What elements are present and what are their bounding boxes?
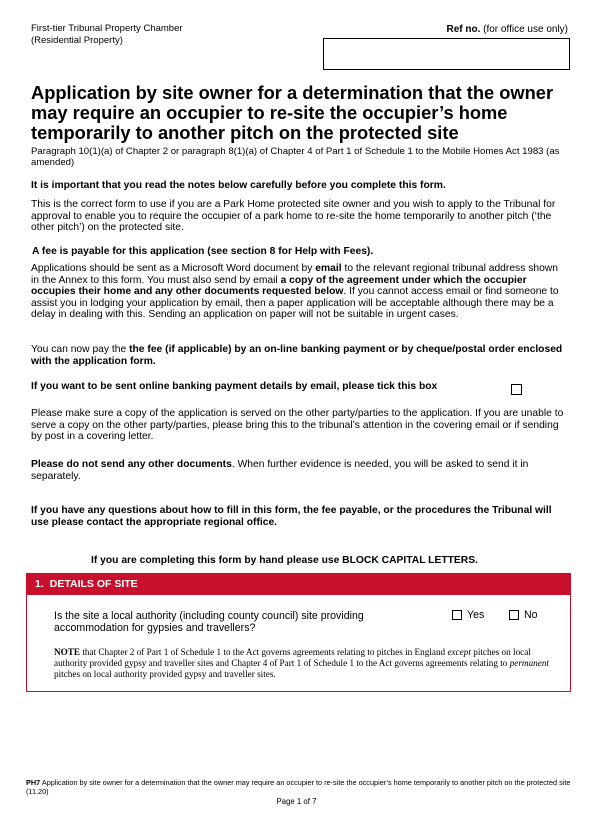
fee-notice: A fee is payable for this application (see section 8 for Help with Fees).	[32, 246, 374, 257]
form-title: Application by site owner for a determination that the owner may require an occupier to re-site the occupier’s home temporarily to another pitch on the protected site	[31, 82, 554, 143]
ref-label-text: Ref no.	[446, 24, 481, 35]
yes-label: Yes	[467, 609, 485, 621]
submission-email: email	[315, 263, 342, 274]
note-permanent: permanent	[509, 658, 549, 668]
section-details-of-site	[26, 573, 571, 692]
note-except: except	[447, 647, 471, 657]
note-text-a: that Chapter 2 of Part 1 of Schedule 1 to the Act governs agreements relating to pitches in England	[80, 647, 448, 657]
important-notice: It is important that you read the notes below carefully before you complete this form.	[31, 180, 446, 191]
payment-text-a: You can now pay the	[31, 344, 130, 355]
questions-paragraph: If you have any questions about how to fill in this form, the fee payable, or the procedures the Tribunal will use please contact the appropriate regional office.	[31, 505, 552, 528]
online-banking-question: If you want to be sent online banking payment details by email, please tick this box	[31, 381, 438, 392]
site-question: Is the site a local authority (including county council) site providing accommodation for gypsies and travellers?	[54, 610, 364, 634]
section-note	[54, 647, 564, 680]
submission-agreement: a copy of the agreement under which the occupier occupies their home and any other documents requested below	[31, 274, 527, 298]
org-line-2: (Residential Property)	[31, 35, 123, 46]
documents-paragraph	[31, 459, 566, 482]
footer-code: PH7	[26, 778, 41, 787]
note-label: NOTE	[54, 647, 81, 657]
service-paragraph: Please make sure a copy of the application is served on the other party/parties to the application. If you are unable to serve a copy on the other party/parties, please bring this to the tribunal’s attention in the covering email or if sending by post in a covering letter.	[31, 408, 564, 443]
block-capitals-notice: If you are completing this form by hand please use BLOCK CAPITAL LETTERS.	[91, 555, 478, 566]
footer-form-code	[26, 778, 571, 796]
footer-text: Application by site owner for a determination that the owner may require an occupier to re-site the occupier’s home temporarily to another pitch on the protected site (11.20)	[26, 778, 571, 796]
submission-text-a: Applications should be sent as a Microsoft Word document by	[31, 263, 316, 274]
no-label: No	[524, 609, 538, 621]
option-no[interactable]	[509, 609, 538, 621]
payment-paragraph	[31, 344, 566, 367]
section-number: 1.	[35, 578, 44, 590]
ref-label	[360, 24, 568, 35]
section-title: DETAILS OF SITE	[49, 578, 138, 590]
submission-text-e: . If you cannot access email or find someone to assist you in lodging your application by email, then a paper application will be acceptable although there may be a delay in dealing with this. Sending an application on paper will not be suitable in urgent cases.	[31, 286, 559, 321]
form-subtitle: Paragraph 10(1)(a) of Chapter 2 or paragraph 8(1)(a) of Chapter 4 of Part 1 of Schedule 1 to the Mobile Homes Act 1983 (as amended)	[31, 146, 560, 168]
no-checkbox[interactable]	[509, 610, 519, 620]
option-yes[interactable]	[452, 609, 484, 621]
documents-text: . When further evidence is needed, you will be asked to send it in separately.	[31, 459, 529, 482]
yes-checkbox[interactable]	[452, 610, 462, 620]
ref-no-field[interactable]	[323, 38, 570, 70]
documents-warning: Please do not send any other documents	[31, 459, 232, 470]
note-text-c: pitches on local authority provided gypsy and traveller sites and Chapter 4 of Part 1 of Schedule 1 to the Act governs agreements relating to	[54, 647, 531, 668]
note-text-e: pitches on local authority provided gypsy and traveller sites.	[54, 669, 276, 679]
online-banking-checkbox[interactable]	[511, 381, 522, 399]
org-line-1: First-tier Tribunal Property Chamber	[31, 23, 183, 34]
payment-text-b: the fee (if applicable) by an on-line banking payment or by cheque/postal order enclosed with the application form.	[31, 344, 563, 367]
section-header	[27, 574, 570, 595]
submission-paragraph	[31, 263, 566, 321]
organisation-name	[31, 23, 183, 47]
intro-paragraph: This is the correct form to use if you are a Park Home protected site owner and you wish to apply to the Tribunal for approval to enable you to require the occupier of a park home to re-site the home temporarily to another pitch (‘the other pitch’) on the protected site.	[31, 199, 556, 234]
ref-note: (for office use only)	[483, 24, 568, 35]
submission-text-c: to the relevant regional tribunal address shown in the Annex to this form. You must also send by email	[31, 263, 558, 286]
page-number: Page 1 of 7	[276, 797, 317, 806]
